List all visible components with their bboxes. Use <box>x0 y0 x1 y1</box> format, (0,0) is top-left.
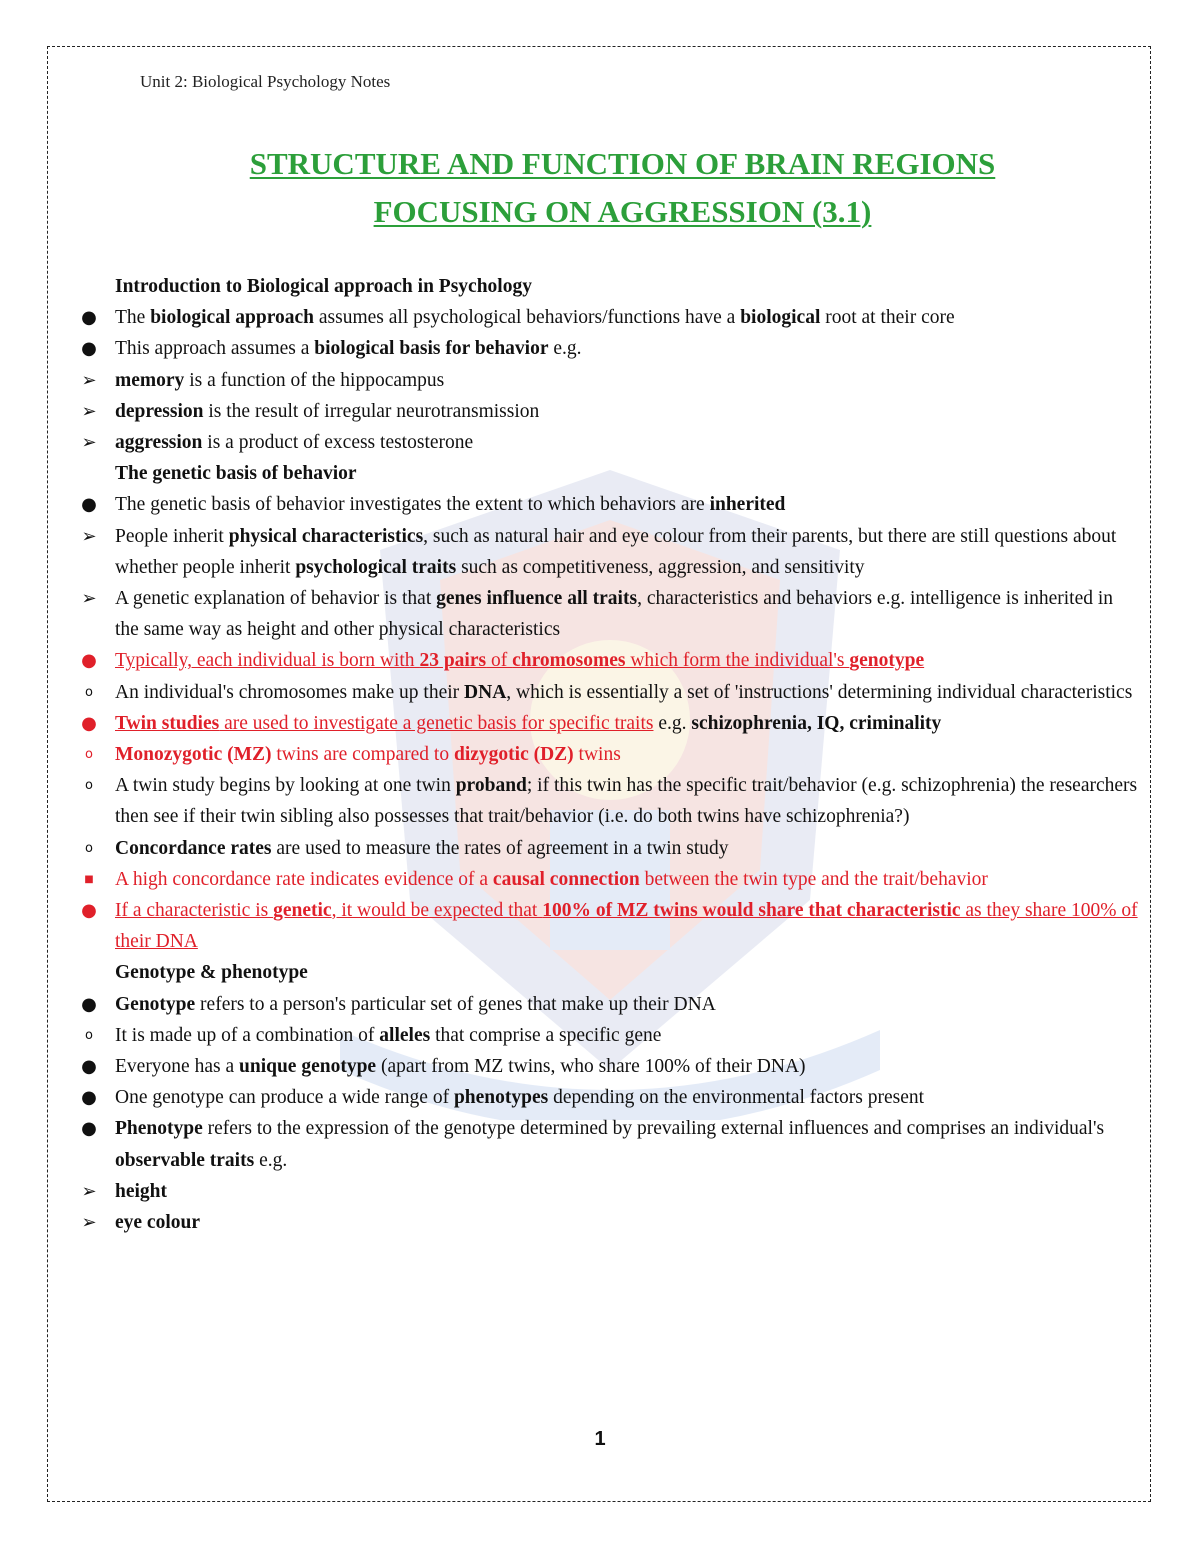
document-header: Unit 2: Biological Psychology Notes <box>140 72 391 91</box>
section-heading-genotype: Genotype & phenotype <box>115 962 308 984</box>
arrow-bullet-icon: ➢ <box>81 1180 97 1202</box>
square-bullet-icon: ■ <box>84 873 94 885</box>
notes-content <box>78 271 1138 1238</box>
list-item: ➢ A genetic explanation of behavior is that genes influence all traits, characteristics and behaviors e.g. intelligence is inherited in the same way as height and other physical characteristics <box>78 583 1138 645</box>
arrow-bullet-icon: ➢ <box>81 432 97 454</box>
list-item: ➢ depression is the result of irregular neurotransmission <box>78 396 1138 427</box>
title-line-1: STRUCTURE AND FUNCTION OF BRAIN REGIONS <box>249 146 996 181</box>
circle-bullet-icon: o <box>85 1027 93 1043</box>
bullet-dot-icon: ● <box>81 307 97 329</box>
circle-bullet-icon: o <box>85 778 93 794</box>
list-item: ● The genetic basis of behavior investigates the extent to which behaviors are inherited <box>78 489 1138 520</box>
list-item: ● Twin studies are used to investigate a genetic basis for specific traits e.g. schizophrenia, IQ, criminality <box>78 708 1138 739</box>
list-item: o A twin study begins by looking at one twin proband; if this twin has the specific trait/behavior (e.g. schizophrenia) the researchers then see if their twin sibling also possesses that trait/behavior (i.e. do both twins have schizophrenia?) <box>78 770 1138 832</box>
page-title <box>150 140 1095 236</box>
circle-bullet-icon: o <box>85 747 93 763</box>
list-item: ■ A high concordance rate indicates evidence of a causal connection between the twin type and the trait/behavior <box>78 864 1138 895</box>
bullet-dot-icon: ● <box>81 993 97 1015</box>
list-item: ➢ aggression is a product of excess testosterone <box>78 427 1138 458</box>
bullet-dot-icon: ● <box>81 712 97 734</box>
bullet-dot-icon: ● <box>81 338 97 360</box>
bullet-dot-icon: ● <box>81 494 97 516</box>
arrow-bullet-icon: ➢ <box>81 400 97 422</box>
arrow-bullet-icon: ➢ <box>81 369 97 391</box>
list-item: ● If a characteristic is genetic, it would be expected that 100% of MZ twins would share that characteristic as they share 100% of their DNA <box>78 895 1138 957</box>
section-heading-genetic: The genetic basis of behavior <box>115 463 357 485</box>
list-item: ● This approach assumes a biological basis for behavior e.g. <box>78 333 1138 364</box>
arrow-bullet-icon: ➢ <box>81 588 97 610</box>
list-item: ● Genotype refers to a person's particular set of genes that make up their DNA <box>78 989 1138 1020</box>
section-heading-intro: Introduction to Biological approach in Psychology <box>115 276 532 297</box>
arrow-bullet-icon: ➢ <box>81 525 97 547</box>
page-number: 1 <box>594 1428 606 1450</box>
list-item: ➢ People inherit physical characteristics, such as natural hair and eye colour from their parents, but there are still questions about whether people inherit psychological traits such as competitiveness, aggression, and sensitivity <box>78 521 1138 583</box>
list-item: ● Phenotype refers to the expression of the genotype determined by prevailing external influences and comprises an individual's observable traits e.g. <box>78 1113 1138 1175</box>
bullet-dot-icon: ● <box>81 650 97 672</box>
list-item: o An individual's chromosomes make up their DNA, which is essentially a set of 'instructions' determining individual characteristics <box>78 677 1138 708</box>
list-item: ● The biological approach assumes all psychological behaviors/functions have a biological root at their core <box>78 302 1138 333</box>
circle-bullet-icon: o <box>85 684 93 700</box>
arrow-bullet-icon: ➢ <box>81 1212 97 1234</box>
list-item: ● One genotype can produce a wide range of phenotypes depending on the environmental factors present <box>78 1082 1138 1113</box>
list-item: o It is made up of a combination of alleles that comprise a specific gene <box>78 1020 1138 1051</box>
bullet-dot-icon: ● <box>81 1118 97 1140</box>
list-item: ➢ eye colour <box>78 1207 1138 1238</box>
title-line-2: FOCUSING ON AGGRESSION (3.1) <box>373 194 872 229</box>
list-item: o Monozygotic (MZ) twins are compared to dizygotic (DZ) twins <box>78 739 1138 770</box>
bullet-dot-icon: ● <box>81 900 97 922</box>
list-item: ● Typically, each individual is born with 23 pairs of chromosomes which form the individual's genotype <box>78 645 1138 676</box>
bullet-dot-icon: ● <box>81 1056 97 1078</box>
circle-bullet-icon: o <box>85 840 93 856</box>
list-item: ● Everyone has a unique genotype (apart from MZ twins, who share 100% of their DNA) <box>78 1051 1138 1082</box>
list-item: ➢ height <box>78 1176 1138 1207</box>
list-item: ➢ memory is a function of the hippocampus <box>78 365 1138 396</box>
list-item: o Concordance rates are used to measure the rates of agreement in a twin study <box>78 833 1138 864</box>
bullet-dot-icon: ● <box>81 1087 97 1109</box>
